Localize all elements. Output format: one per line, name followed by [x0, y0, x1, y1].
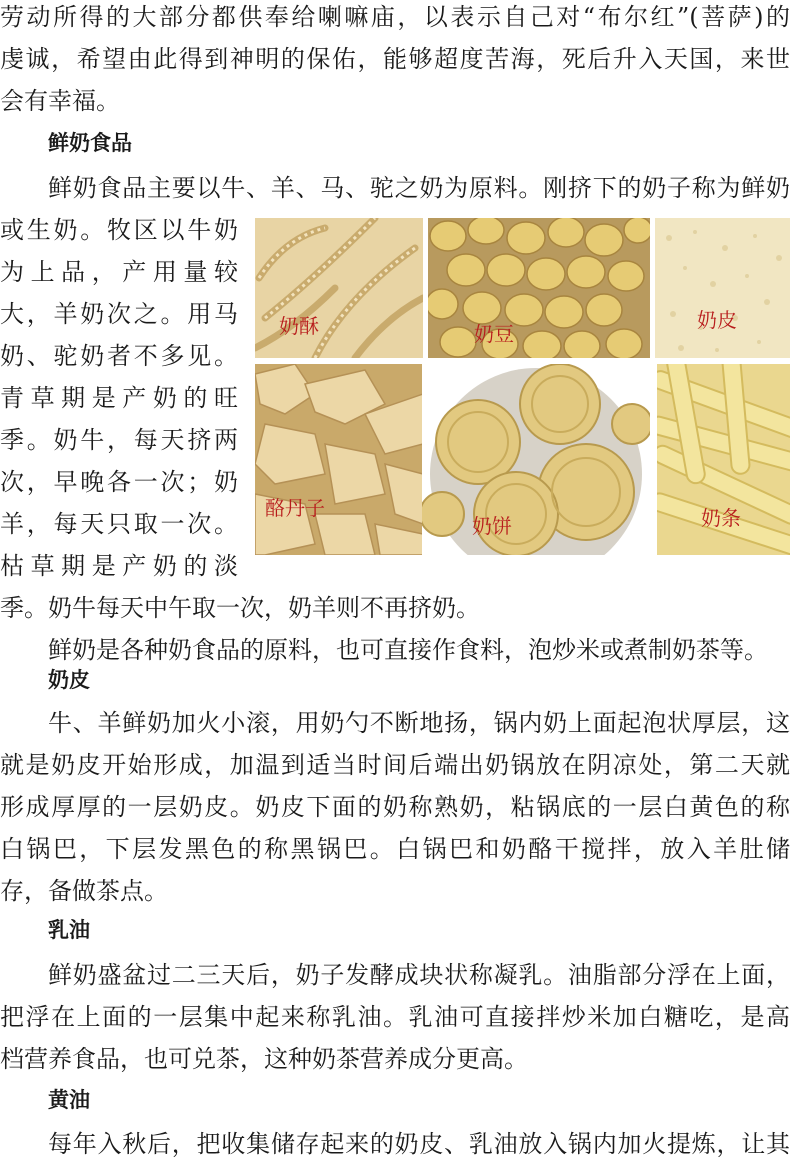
butter-line: 每年入秋后，把收集储存起来的奶皮、乳油放入锅内加火提炼，让其 — [48, 1130, 790, 1158]
fresh-milk-para2: 鲜奶是各种奶食品的原料，也可直接作食料，泡炒米或煮制奶茶等。 — [48, 636, 768, 664]
intro-line-2: 虔诚，希望由此得到神明的保佑，能够超度苦海，死后升入天国，来世 — [0, 45, 790, 73]
intro-line-1: 劳动所得的大部分都供奉给喇嘛庙，以表示自己对“布尔红”(菩萨)的 — [0, 3, 790, 31]
photo-label-dried-curd: 酪丹子 — [265, 496, 325, 520]
fresh-milk-after-line: 季。奶牛每天中午取一次，奶羊则不再挤奶。 — [0, 594, 480, 622]
milk-skin-line: 形成厚厚的一层奶皮。奶皮下面的奶称熟奶，粘锅底的一层白黄色的称 — [0, 793, 790, 821]
fresh-milk-wrap-line: 次，早晚各一次；奶 — [0, 468, 238, 496]
milk-skin-line: 就是奶皮开始形成，加温到适当时间后端出奶锅放在阴凉处，第二天就 — [0, 751, 790, 779]
photo-milk-beans — [428, 218, 650, 358]
heading-fresh-milk: 鲜奶食品 — [48, 131, 132, 155]
fresh-milk-wrap-line: 大，羊奶次之。用马 — [0, 300, 238, 328]
milk-skin-line: 白锅巴，下层发黑色的称黑锅巴。白锅巴和奶酪干搅拌，放入羊肚储 — [0, 835, 790, 863]
photo-dried-curd — [255, 364, 423, 555]
fresh-milk-wrap-line: 或生奶。牧区以牛奶 — [0, 216, 238, 244]
fresh-milk-wrap-line: 羊，每天只取一次。 — [0, 510, 238, 538]
fresh-milk-wrap-line: 季。奶牛，每天挤两 — [0, 426, 238, 454]
fresh-milk-first-line: 鲜奶食品主要以牛、羊、马、驼之奶为原料。刚挤下的奶子称为鲜奶 — [48, 174, 790, 202]
photo-label-milk-cakes: 奶饼 — [472, 514, 512, 538]
cream-line: 把浮在上面的一层集中起来称乳油。乳油可直接拌炒米加白糖吃，是高 — [0, 1003, 790, 1031]
fresh-milk-wrap-line: 奶、驼奶者不多见。 — [0, 342, 238, 370]
heading-cream: 乳油 — [48, 918, 90, 942]
photo-milk-crisp — [255, 218, 423, 358]
cream-line: 鲜奶盛盆过二三天后，奶子发酵成块状称凝乳。油脂部分浮在上面， — [48, 961, 790, 989]
heading-butter: 黄油 — [48, 1088, 90, 1112]
photo-milk-skin — [655, 218, 790, 358]
fresh-milk-wrap-line: 青草期是产奶的旺 — [0, 384, 238, 412]
milk-skin-line: 牛、羊鲜奶加火小滚，用奶勺不断地扬，锅内奶上面起泡状厚层，这 — [48, 709, 790, 737]
heading-milk-skin: 奶皮 — [48, 668, 90, 692]
milk-skin-line: 存，备做茶点。 — [0, 877, 168, 905]
photo-milk-strips — [657, 364, 790, 555]
photo-label-milk-skin: 奶皮 — [697, 308, 737, 332]
photo-milk-cakes — [422, 364, 650, 555]
photo-label-milk-crisp: 奶酥 — [279, 314, 319, 338]
photo-label-milk-beans: 奶豆 — [474, 322, 514, 346]
cream-line: 档营养食品，也可兑茶，这种奶茶营养成分更高。 — [0, 1045, 528, 1073]
intro-line-3: 会有幸福。 — [0, 87, 120, 115]
fresh-milk-wrap-line: 为上品，产用量较 — [0, 258, 238, 286]
photo-label-milk-strips: 奶条 — [701, 506, 741, 530]
fresh-milk-wrap-line: 枯草期是产奶的淡 — [0, 552, 238, 580]
